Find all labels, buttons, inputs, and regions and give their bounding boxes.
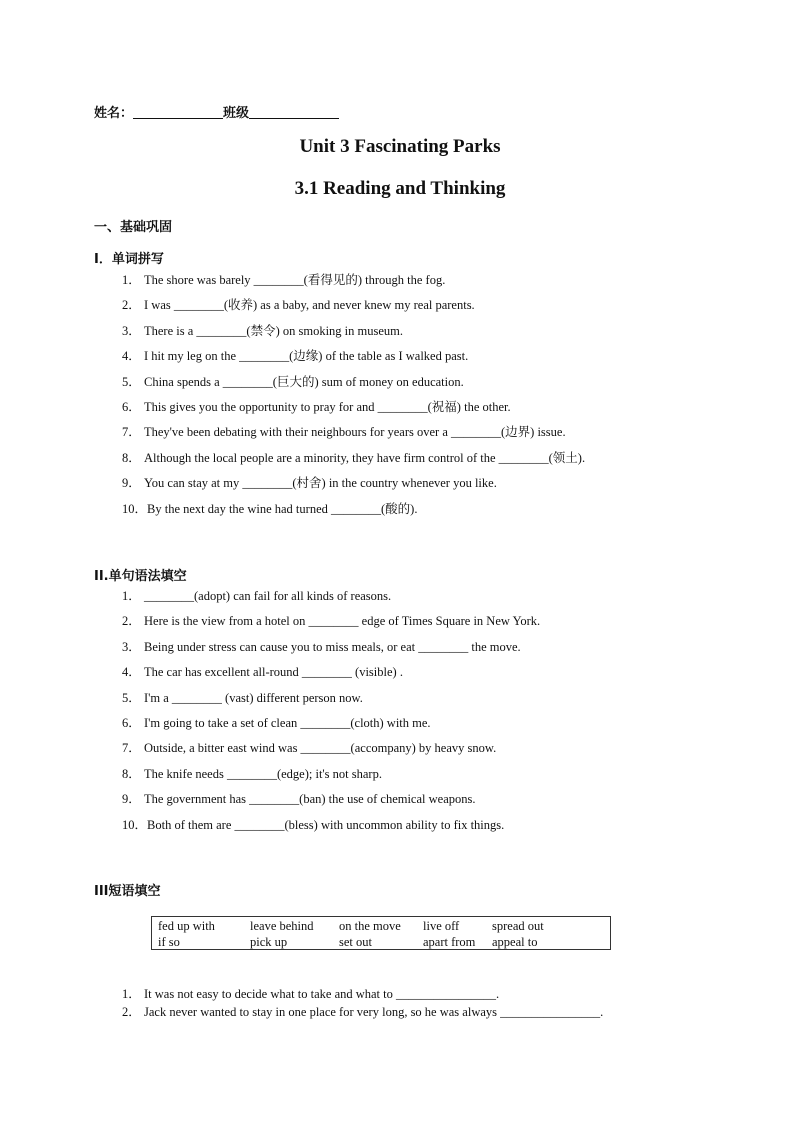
- class-label: 班级: [223, 106, 250, 121]
- class-blank[interactable]: [249, 106, 339, 119]
- list-item: 4． The car has excellent all-round ________ (visible) .: [122, 665, 403, 680]
- list-item: 7． They've been debating with their neighbours for years over a ________(边界) issue.: [122, 425, 566, 440]
- page-subtitle: 3.1 Reading and Thinking: [294, 178, 506, 199]
- list-item: 6． This gives you the opportunity to pray for and ________(祝福) the other.: [122, 399, 511, 414]
- list-item: 4． I hit my leg on the ________(边缘) of the table as I walked past.: [122, 349, 469, 364]
- list-item: 10．By the next day the wine had turned ________(酸的).: [122, 501, 418, 516]
- list-item: 5． I'm a ________ (vast) different person now.: [122, 690, 363, 705]
- name-class-line: [94, 102, 339, 121]
- list-item: 6． I'm going to take a set of clean ________(cloth) with me.: [122, 715, 431, 730]
- list-item: 9． The government has ________(ban) the use of chemical weapons.: [122, 792, 476, 807]
- section1-list: [122, 268, 585, 522]
- list-item: 2． Here is the view from a hotel on ________ edge of Times Square in New York.: [122, 614, 541, 629]
- phrase-row-2: [158, 934, 604, 950]
- phrase: if so: [158, 935, 180, 949]
- list-item: 9． You can stay at my ________(村舍) in the country whenever you like.: [122, 476, 497, 491]
- phrase: live off: [423, 919, 460, 933]
- section3-heading: III短语填空: [94, 884, 161, 899]
- phrase: on the move: [339, 919, 401, 933]
- list-item: 2． I was ________(收养) as a baby, and never knew my real parents.: [122, 298, 475, 313]
- section1-heading: I．单词拼写: [94, 252, 164, 267]
- list-item: 1． The shore was barely ________(看得见的) through the fog.: [122, 273, 446, 287]
- list-item: 8． Although the local people are a minority, they have firm control of the ________(领土).: [122, 450, 586, 465]
- phrase: appeal to: [492, 935, 538, 949]
- phrase: apart from: [423, 935, 476, 949]
- section2-heading: II.单句语法填空: [94, 569, 187, 584]
- page-title: Unit 3 Fascinating Parks: [299, 136, 501, 157]
- section-main-heading: 一、基础巩固: [94, 220, 173, 235]
- list-item: 7． Outside, a bitter east wind was ________(accompany) by heavy snow.: [122, 741, 497, 756]
- section2-list: [122, 584, 540, 838]
- phrase: leave behind: [250, 919, 314, 933]
- list-item: 8． The knife needs ________(edge); it's not sharp.: [122, 766, 382, 781]
- list-item: 1． It was not easy to decide what to take and what to ________________.: [122, 987, 500, 1001]
- list-item: 5． China spends a ________(巨大的) sum of money on education.: [122, 374, 464, 389]
- phrase: spread out: [492, 919, 544, 933]
- name-blank[interactable]: [133, 106, 223, 119]
- list-item: 3． There is a ________(禁令) on smoking in museum.: [122, 323, 403, 338]
- phrase: set out: [339, 935, 372, 949]
- name-label: 姓名：: [94, 106, 134, 121]
- list-item: 3． Being under stress can cause you to miss meals, or eat ________ the move.: [122, 639, 521, 654]
- phrase: pick up: [250, 935, 288, 949]
- section3-list: [122, 985, 603, 1021]
- list-item: 2． Jack never wanted to stay in one place for very long, so he was always ________________.: [122, 1005, 604, 1019]
- phrase-box: [151, 916, 611, 950]
- phrase-row-1: [158, 918, 604, 934]
- phrase: fed up with: [158, 919, 215, 933]
- list-item: 1． ________(adopt) can fail for all kinds of reasons.: [122, 589, 392, 603]
- list-item: 10．Both of them are ________(bless) with uncommon ability to fix things.: [122, 817, 505, 832]
